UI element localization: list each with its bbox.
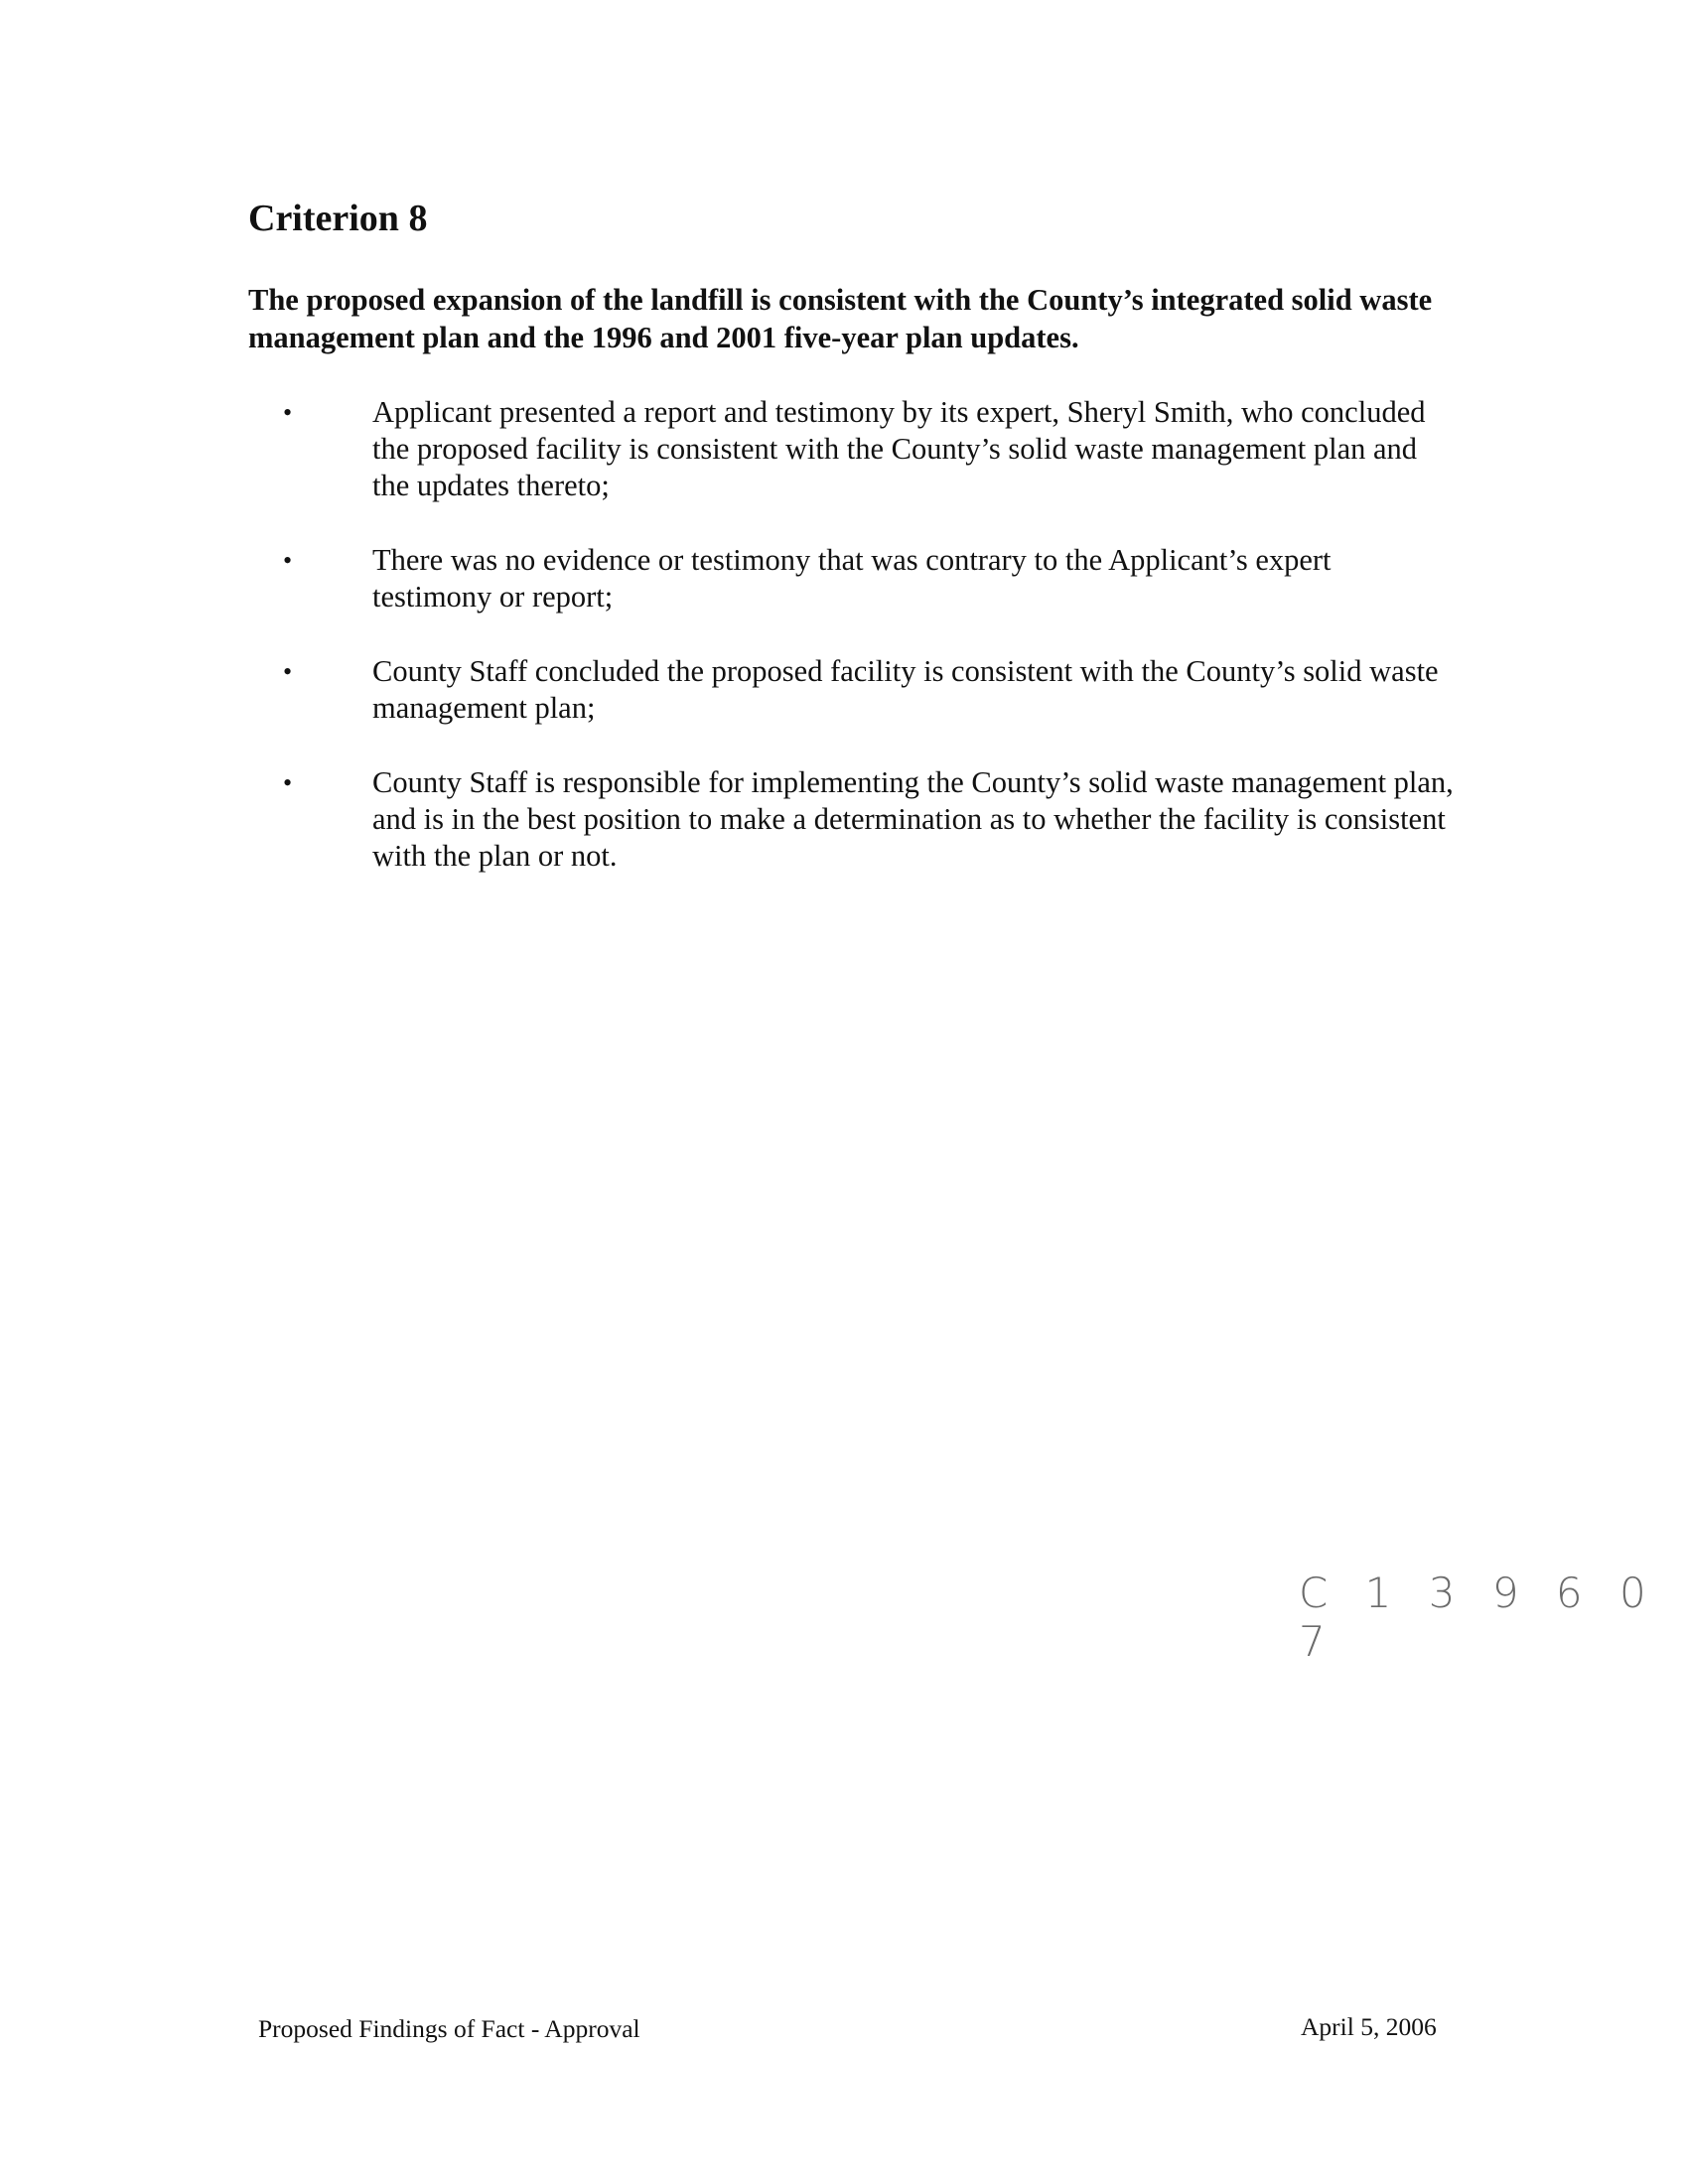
finding-item <box>283 653 1455 727</box>
finding-text: County Staff is responsible for implementing the County’s solid waste management plan, and is in the best position to make a determination as to whether the facility is consistent with the plan or not. <box>372 765 1454 873</box>
footer-date: April 5, 2006 <box>1301 2012 1437 2041</box>
bullet-icon: • <box>283 398 293 427</box>
findings-list <box>283 394 1455 912</box>
criterion-title: Criterion 8 <box>248 198 428 239</box>
finding-text: Applicant presented a report and testimony by its expert, Sheryl Smith, who concluded the proposed facility is consistent with the County’s solid waste management plan and the updates thereto; <box>372 395 1426 502</box>
bullet-icon: • <box>283 546 293 575</box>
finding-item <box>283 394 1455 504</box>
finding-item <box>283 764 1455 875</box>
finding-text: County Staff concluded the proposed facility is consistent with the County’s solid waste management plan; <box>372 654 1439 725</box>
document-stamp-number: C 1 3 9 6 0 7 <box>1299 1569 1658 1666</box>
finding-item <box>283 542 1455 615</box>
criterion-statement: The proposed expansion of the landfill is consistent with the County’s integrated solid waste management plan and the 1996 and 2001 five-year plan updates. <box>248 283 1433 354</box>
bullet-icon: • <box>283 768 293 797</box>
finding-text: There was no evidence or testimony that was contrary to the Applicant’s expert testimony or report; <box>372 543 1332 614</box>
bullet-icon: • <box>283 657 293 686</box>
footer-document-title: Proposed Findings of Fact - Approval <box>258 2014 640 2043</box>
